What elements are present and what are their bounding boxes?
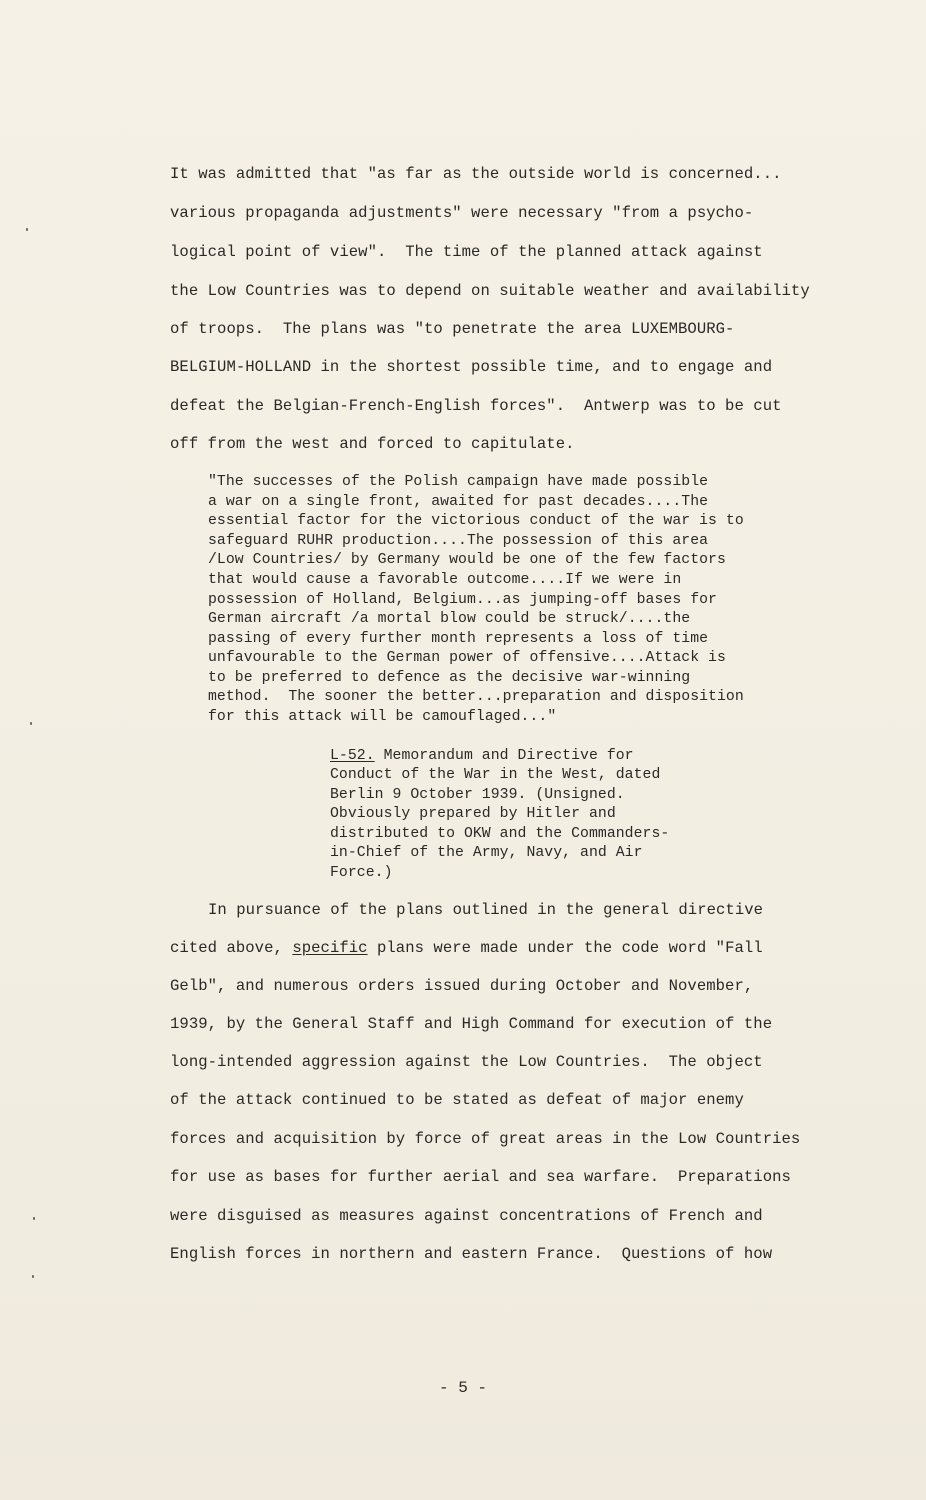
para1-line: BELGIUM-HOLLAND in the shortest possible time, and to engage and: [170, 358, 773, 376]
quote-line: that would cause a favorable outcome....If we were in: [208, 572, 682, 588]
citation-line: Berlin 9 October 1939. (Unsigned.: [330, 787, 625, 803]
citation-line: Obviously prepared by Hitler and: [330, 806, 616, 822]
quote-line: "The successes of the Polish campaign have made possible: [208, 474, 709, 490]
para2-line: were disguised as measures against concentrations of French and: [170, 1207, 763, 1225]
quote-line: for this attack will be camouflaged...": [208, 709, 557, 725]
scan-speck: [30, 722, 32, 725]
quote-line: German aircraft /a mortal blow could be struck/....the: [208, 611, 691, 627]
quote-line: to be preferred to defence as the decisive war-winning: [208, 670, 691, 686]
para2-line: forces and acquisition by force of great areas in the Low Countries: [170, 1130, 801, 1148]
quote-line: possession of Holland, Belgium...as jumping-off bases for: [208, 592, 717, 608]
citation-line: in-Chief of the Army, Navy, and Air: [330, 845, 643, 861]
scan-speck: [32, 1275, 34, 1278]
quote-line: safeguard RUHR production....The possession of this area: [208, 533, 709, 549]
quote-line: /Low Countries/ by Germany would be one of the few factors: [208, 552, 726, 568]
para2-line: Gelb", and numerous orders issued during October and November,: [170, 977, 754, 995]
para2-line: In pursuance of the plans outlined in the general directive: [208, 901, 764, 919]
para1-line: It was admitted that "as far as the outside world is concerned...: [170, 165, 782, 183]
para1-line: various propaganda adjustments" were necessary "from a psycho-: [170, 204, 754, 222]
para2-line: long-intended aggression against the Low Countries. The object: [170, 1053, 763, 1071]
para1-line: the Low Countries was to depend on suitable weather and availability: [170, 282, 810, 300]
scan-speck: [26, 228, 28, 231]
para1-line: logical point of view". The time of the planned attack against: [170, 243, 763, 261]
citation-line: Conduct of the War in the West, dated: [330, 767, 661, 783]
quote-line: essential factor for the victorious conduct of the war is to: [208, 513, 744, 529]
para1-line: off from the west and forced to capitulate.: [170, 435, 575, 453]
para1-line: defeat the Belgian-French-English forces". Antwerp was to be cut: [170, 397, 782, 415]
para1-line: of troops. The plans was "to penetrate the area LUXEMBOURG-: [170, 320, 735, 338]
emphasized-word: specific: [292, 939, 368, 957]
para2-line: [170, 939, 763, 957]
quote-line: method. The sooner the better...preparation and disposition: [208, 689, 744, 705]
citation-first-line: [330, 747, 634, 765]
citation-title: Memorandum and Directive for: [374, 748, 634, 764]
citation-line: Force.): [330, 865, 393, 881]
citation-line: distributed to OKW and the Commanders-: [330, 826, 670, 842]
para2-line: 1939, by the General Staff and High Command for execution of the: [170, 1015, 773, 1033]
quote-line: passing of every further month represents a loss of time: [208, 631, 709, 647]
para2-text: plans were made under the code word "Fall: [367, 939, 763, 957]
para2-text: cited above,: [170, 939, 293, 957]
quote-line: a war on a single front, awaited for past decades....The: [208, 494, 709, 510]
citation-ref: L-52.: [330, 748, 375, 764]
para2-line: for use as bases for further aerial and sea warfare. Preparations: [170, 1168, 791, 1186]
quote-line: unfavourable to the German power of offensive....Attack is: [208, 650, 726, 666]
page-number: - 5 -: [438, 1379, 487, 1397]
para2-line: of the attack continued to be stated as defeat of major enemy: [170, 1091, 744, 1109]
para2-line: English forces in northern and eastern France. Questions of how: [170, 1245, 773, 1263]
scan-speck: [33, 1217, 35, 1220]
